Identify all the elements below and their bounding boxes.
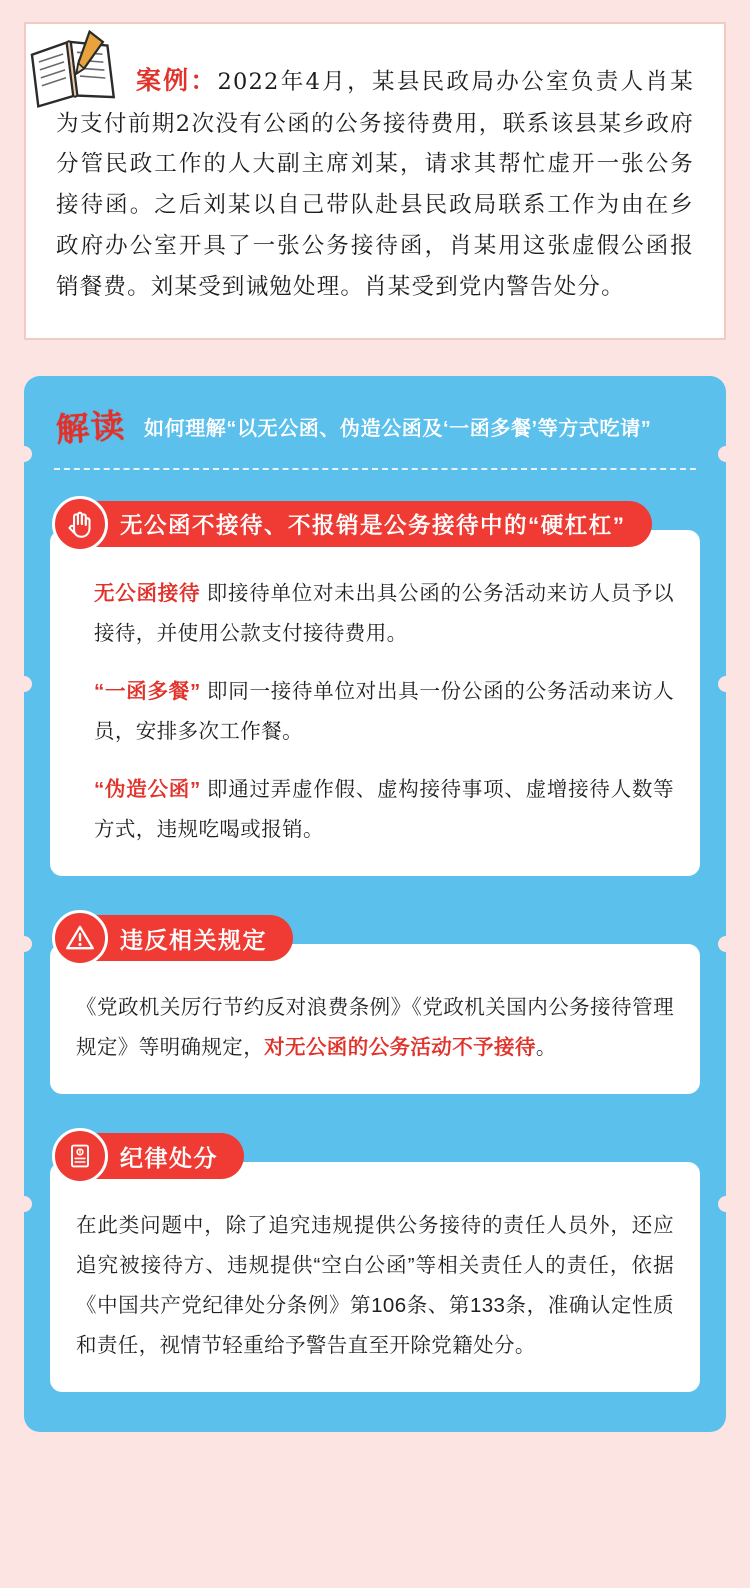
- section-body: [50, 1162, 700, 1392]
- dashed-divider: [54, 468, 696, 470]
- discipline-paragraph: 在此类问题中，除了追究违规提供公务接待的责任人员外，还应追究被接待方、违规提供“空白公函”等相关责任人的责任，依据《中国共产党纪律处分条例》第106条、第133条，准确认定性质和责任，视情节轻重给予警告直至开除党籍处分。: [76, 1214, 674, 1358]
- section-title: 无公函不接待、不报销是公务接待中的“硬杠杠”: [74, 501, 652, 547]
- punch-hole-icon: [16, 446, 32, 462]
- punch-hole-icon: [16, 1436, 32, 1452]
- interpretation-title: 如何理解“以无公函、伪造公函及‘一函多餐’等方式吃请”: [144, 418, 652, 441]
- section-header: [52, 1128, 700, 1184]
- case-paragraph: [56, 58, 694, 308]
- definition-paragraph: [76, 574, 674, 654]
- section-disciplinary-action: [50, 1128, 700, 1392]
- section-body: [50, 944, 700, 1094]
- punch-hole-icon: [718, 936, 734, 952]
- case-card-wrapper: [24, 22, 726, 340]
- case-card: [24, 22, 726, 340]
- section-no-official-letter: [50, 496, 700, 876]
- punch-hole-icon: [16, 936, 32, 952]
- punch-hole-icon: [16, 1196, 32, 1212]
- punch-hole-icon: [718, 446, 734, 462]
- section-violated-rules: [50, 910, 700, 1094]
- definition-text: 即接待单位对未出具公函的公务活动来访人员予以接待，并使用公款支付接待费用。: [94, 582, 674, 646]
- definition-keyword: 无公函接待: [94, 582, 201, 606]
- definition-text: 即同一接待单位对出具一份公函的公务活动来访人员，安排多次工作餐。: [94, 680, 674, 744]
- interpretation-panel: [24, 376, 726, 1432]
- section-title: 违反相关规定: [74, 915, 293, 961]
- punch-hole-icon: [718, 676, 734, 692]
- rules-prefix: 《党政机关厉行节约反对浪费条例》《党政机关国内公务接待管理规定》等明确规定，: [76, 996, 674, 1060]
- punch-hole-icon: [718, 1196, 734, 1212]
- rules-highlight: 对无公函的公务活动不予接待: [264, 1036, 536, 1060]
- case-label: 案例：: [136, 66, 218, 95]
- punch-hole-icon: [16, 676, 32, 692]
- warning-triangle-icon: [52, 910, 108, 966]
- interpretation-header: [50, 406, 700, 468]
- section-header: [52, 496, 700, 552]
- rules-suffix: 。: [535, 1036, 557, 1060]
- definition-text: 即通过弄虚作假、虚构接待事项、虚增接待人数等方式，违规吃喝或报销。: [94, 778, 674, 842]
- definition-paragraph: [76, 770, 674, 850]
- interpretation-badge: 解读: [54, 405, 128, 450]
- section-header: [52, 910, 700, 966]
- definition-keyword: “伪造公函”: [94, 778, 201, 802]
- rules-paragraph: [76, 988, 674, 1068]
- section-body: [50, 530, 700, 876]
- definition-paragraph: [76, 672, 674, 752]
- section-title: 纪律处分: [74, 1133, 244, 1179]
- definition-keyword: “一函多餐”: [94, 680, 201, 704]
- document-stamp-icon: [52, 1128, 108, 1184]
- case-body-text: 2022年4月，某县民政局办公室负责人肖某为支付前期2次没有公函的公务接待费用，联系该县某乡政府分管民政工作的人大副主席刘某，请求其帮忙虚开一张公务接待函。之后刘某以自己带队赴县民政局联系工作为由在乡政府办公室开具了一张公务接待函，肖某用这张虚假公函报销餐费。刘某受到诫勉处理。肖某受到党内警告处分。: [56, 69, 694, 301]
- punch-hole-icon: [718, 1436, 734, 1452]
- open-book-icon: [24, 30, 120, 108]
